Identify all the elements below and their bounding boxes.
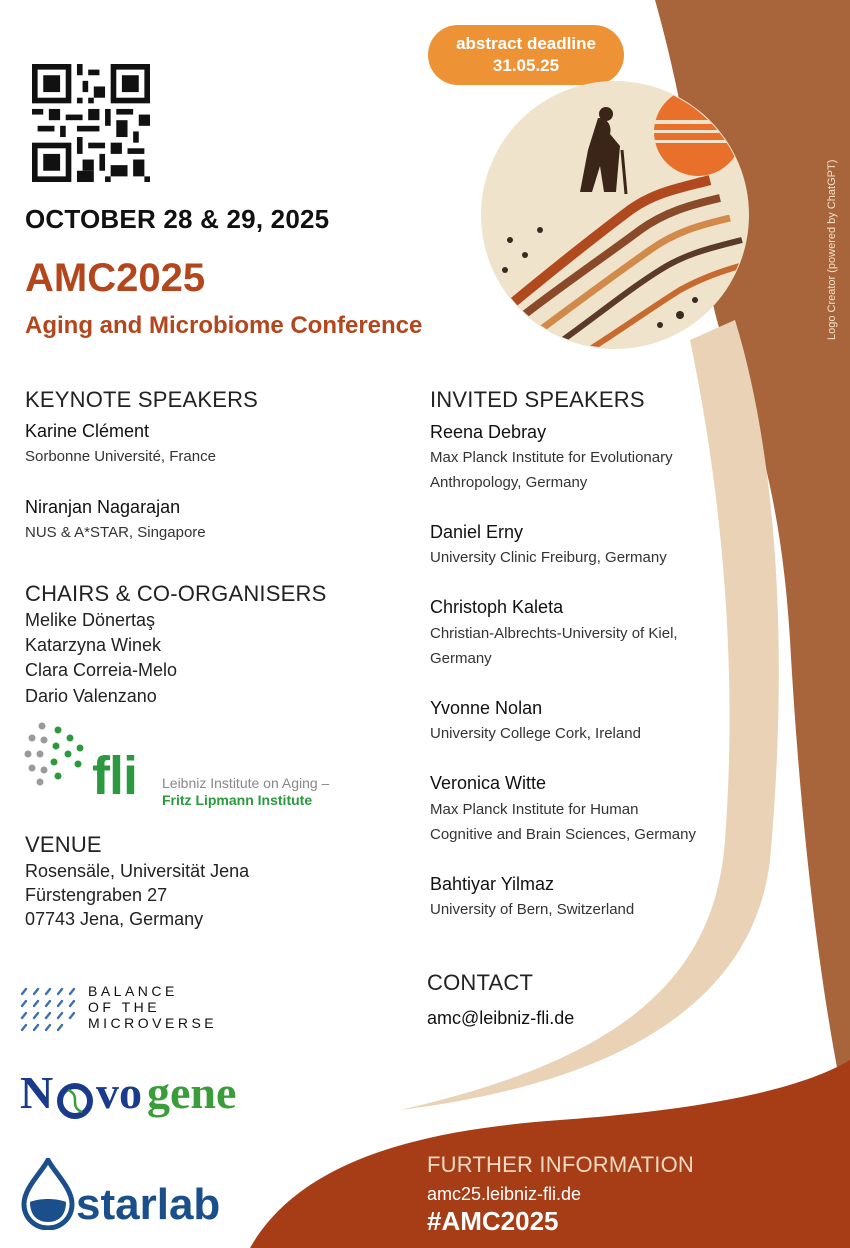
keynote-speaker-name: Niranjan Nagarajan [25, 497, 181, 517]
invited-speaker-affiliation: University of Bern, Switzerland [430, 901, 635, 918]
invited-speaker-affiliation: Max Planck Institute for Human [430, 801, 639, 818]
contact-heading: CONTACT [427, 970, 534, 995]
logo-credit: Logo Creator (powered by ChatGPT) [826, 159, 838, 340]
invited-speaker-affiliation: University College Cork, Ireland [430, 725, 641, 742]
balance-line: BALANCE [88, 983, 178, 999]
invited-speaker-name: Reena Debray [430, 422, 547, 442]
novogene-logo-part: gene [147, 1067, 237, 1118]
keynote-speaker-affiliation: NUS & A*STAR, Singapore [25, 524, 206, 541]
chair-name: Clara Correia-Melo [25, 660, 178, 680]
invited-speaker-affiliation: Christian-Albrechts-University of Kiel, [430, 625, 678, 642]
invited-speaker-affiliation: Max Planck Institute for Evolutionary [430, 449, 673, 466]
qr-code-icon[interactable] [32, 64, 150, 182]
conference-title: Aging and Microbiome Conference [25, 312, 423, 339]
keynote-heading: KEYNOTE SPEAKERS [25, 387, 259, 412]
conference-logo-illustration [480, 80, 750, 350]
venue-heading: VENUE [25, 832, 102, 857]
conference-date: OCTOBER 28 & 29, 2025 [25, 204, 330, 234]
fli-dots-icon [24, 718, 94, 786]
fli-name-line2: Fritz Lipmann Institute [162, 792, 313, 808]
novogene-logo-part: vo [96, 1067, 142, 1118]
invited-heading: INVITED SPEAKERS [430, 387, 645, 412]
invited-speaker-affiliation: Cognitive and Brain Sciences, Germany [430, 826, 696, 843]
conference-acronym: AMC2025 [25, 256, 206, 300]
invited-speaker-name: Daniel Erny [430, 522, 524, 542]
deadline-date: 31.05.25 [492, 56, 560, 75]
starlab-logo-text: starlab [76, 1180, 221, 1229]
dna-icon [56, 1082, 94, 1120]
starlab-drop-icon [20, 1158, 76, 1230]
chairs-heading: CHAIRS & CO-ORGANISERS [25, 581, 327, 606]
chair-name: Katarzyna Winek [25, 635, 162, 655]
venue-line: Rosensäle, Universität Jena [25, 861, 250, 881]
deadline-badge [428, 25, 624, 85]
invited-speaker-affiliation: Germany [430, 650, 492, 667]
balance-line: OF THE [88, 999, 161, 1015]
further-info-heading: FURTHER INFORMATION [427, 1152, 694, 1177]
balance-line: MICROVERSE [88, 1015, 218, 1031]
invited-speaker-affiliation: University Clinic Freiburg, Germany [430, 549, 667, 566]
deadline-label: abstract deadline [456, 34, 596, 53]
invited-speaker-affiliation: Anthropology, Germany [430, 474, 588, 491]
website-link[interactable]: amc25.leibniz-fli.de [427, 1184, 582, 1204]
balance-logo-text [88, 983, 217, 1031]
invited-speaker-name: Bahtiyar Yilmaz [430, 874, 555, 894]
invited-speaker-name: Christoph Kaleta [430, 597, 564, 617]
chair-name: Melike Dönertaş [25, 610, 156, 630]
novogene-logo-part: N [20, 1067, 54, 1118]
venue-line: 07743 Jena, Germany [25, 909, 204, 929]
keynote-speaker-affiliation: Sorbonne Université, France [25, 448, 216, 465]
balance-logo-icon [20, 984, 76, 1032]
invited-speaker-name: Veronica Witte [430, 773, 547, 793]
fli-name-line1: Leibniz Institute on Aging – [162, 775, 330, 791]
contact-email-link[interactable]: amc@leibniz-fli.de [427, 1008, 575, 1028]
chair-name: Dario Valenzano [25, 686, 157, 706]
fli-logo-text: fli [92, 746, 137, 806]
hashtag: #AMC2025 [427, 1206, 559, 1236]
invited-speaker-name: Yvonne Nolan [430, 698, 543, 718]
keynote-speaker-name: Karine Clément [25, 421, 150, 441]
venue-line: Fürstengraben 27 [25, 885, 168, 905]
